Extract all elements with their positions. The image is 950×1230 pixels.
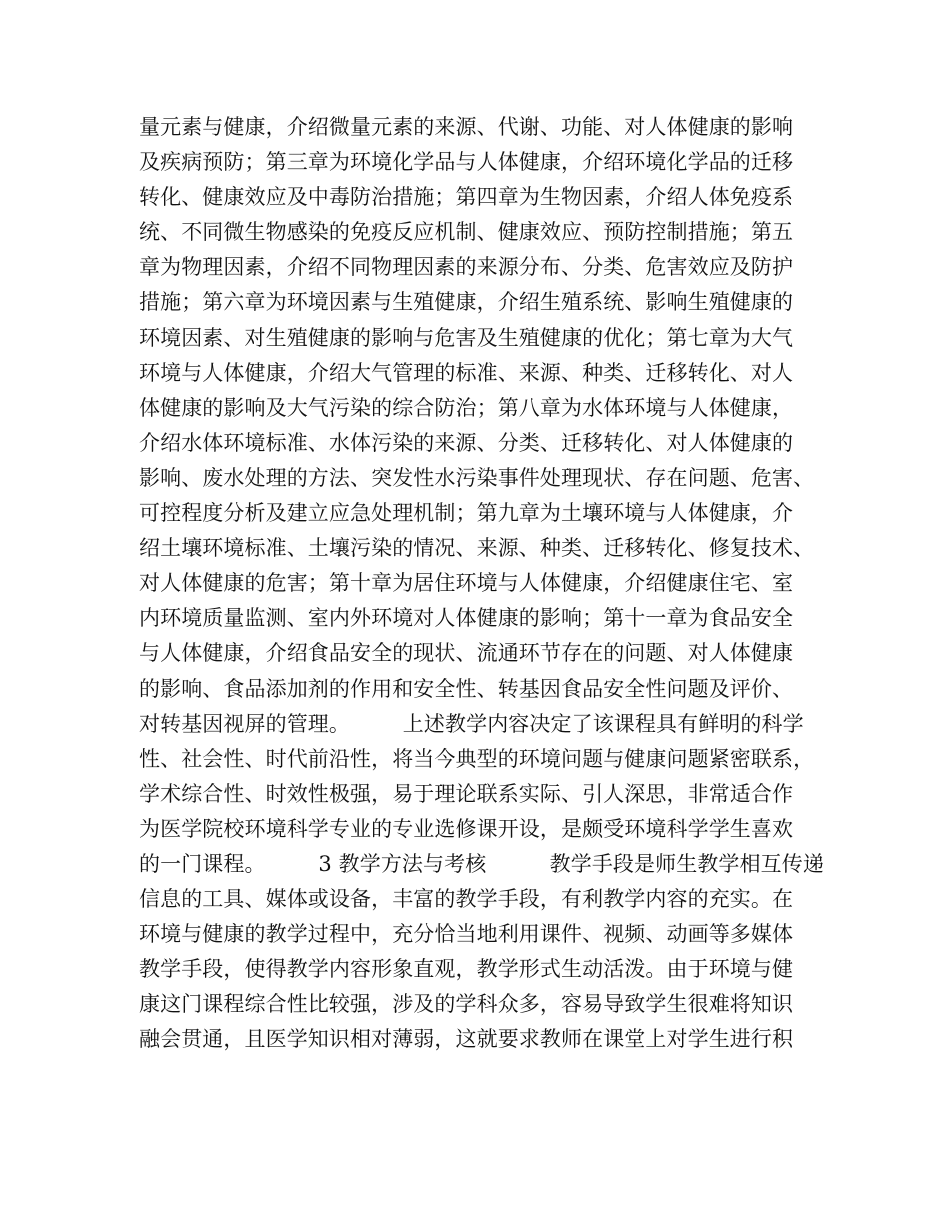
text-line-19: 性、社会性、时代前沿性，将当今典型的环境问题与健康问题紧密联系， — [139, 746, 815, 771]
text-line-8: 环境与人体健康，介绍大气管理的标准、来源、种类、迁移转化、对人 — [139, 360, 794, 385]
text-line-21: 为医学院校环境科学专业的专业选修课开设，是颇受环境科学学生喜欢 — [139, 816, 794, 841]
text-line-6: 措施；第六章为环境因素与生殖健康，介绍生殖系统、影响生殖健康的 — [139, 290, 794, 315]
text-line-7: 环境因素、对生殖健康的影响与危害及生殖健康的优化；第七章为大气 — [139, 325, 794, 350]
text-line-9: 体健康的影响及大气污染的综合防治；第八章为水体环境与人体健康， — [139, 395, 794, 420]
text-line-1: 量元素与健康，介绍微量元素的来源、代谢、功能、对人体健康的影响 — [139, 115, 794, 139]
text-line-10: 介绍水体环境标准、水体污染的来源、分类、迁移转化、对人体健康的 — [139, 430, 794, 455]
text-line-4: 统、不同微生物感染的免疫反应机制、健康效应、预防控制措施；第五 — [139, 220, 794, 245]
text-line-18: 对转基因视屏的管理。 上述教学内容决定了该课程具有鲜明的科学 — [139, 711, 804, 736]
text-line-12: 可控程度分析及建立应急处理机制；第九章为土壤环境与人体健康，介 — [139, 501, 794, 526]
text-line-14: 对人体健康的危害；第十章为居住环境与人体健康，介绍健康住宅、室 — [139, 571, 794, 596]
text-line-13: 绍土壤环境标准、土壤污染的情况、来源、种类、迁移转化、修复技术、 — [139, 536, 815, 561]
text-line-17: 的影响、食品添加剂的作用和安全性、转基因食品安全性问题及评价、 — [139, 676, 794, 701]
text-line-11: 影响、废水处理的方法、突发性水污染事件处理现状、存在问题、危害、 — [139, 465, 815, 490]
text-line-2: 及疾病预防；第三章为环境化学品与人体健康，介绍环境化学品的迁移 — [139, 150, 794, 175]
text-line-27: 融会贯通，且医学知识相对薄弱，这就要求教师在课堂上对学生进行积 — [139, 1027, 794, 1052]
text-line-5: 章为物理因素，介绍不同物理因素的来源分布、分类、危害效应及防护 — [139, 255, 794, 280]
text-line-24: 环境与健康的教学过程中，充分恰当地利用课件、视频、动画等多媒体 — [139, 922, 794, 947]
text-line-26: 康这门课程综合性比较强，涉及的学科众多，容易导致学生很难将知识 — [139, 992, 794, 1017]
text-line-15: 内环境质量监测、室内外环境对人体健康的影响；第十一章为食品安全 — [139, 606, 794, 631]
body-text — [139, 110, 839, 1058]
text-line-3: 转化、健康效应及中毒防治措施；第四章为生物因素，介绍人体免疫系 — [139, 185, 794, 210]
text-line-16: 与人体健康，介绍食品安全的现状、流通环节存在的问题、对人体健康 — [139, 641, 794, 666]
text-line-22: 的一门课程。 3 教学方法与考核 教学手段是师生教学相互传递 — [139, 851, 824, 876]
text-line-25: 教学手段，使得教学内容形象直观，教学形式生动活泼。由于环境与健 — [139, 957, 794, 982]
text-line-20: 学术综合性、时效性极强，易于理论联系实际、引人深思，非常适合作 — [139, 781, 794, 806]
text-line-23: 信息的工具、媒体或设备，丰富的教学手段，有利教学内容的充实。在 — [139, 887, 794, 912]
